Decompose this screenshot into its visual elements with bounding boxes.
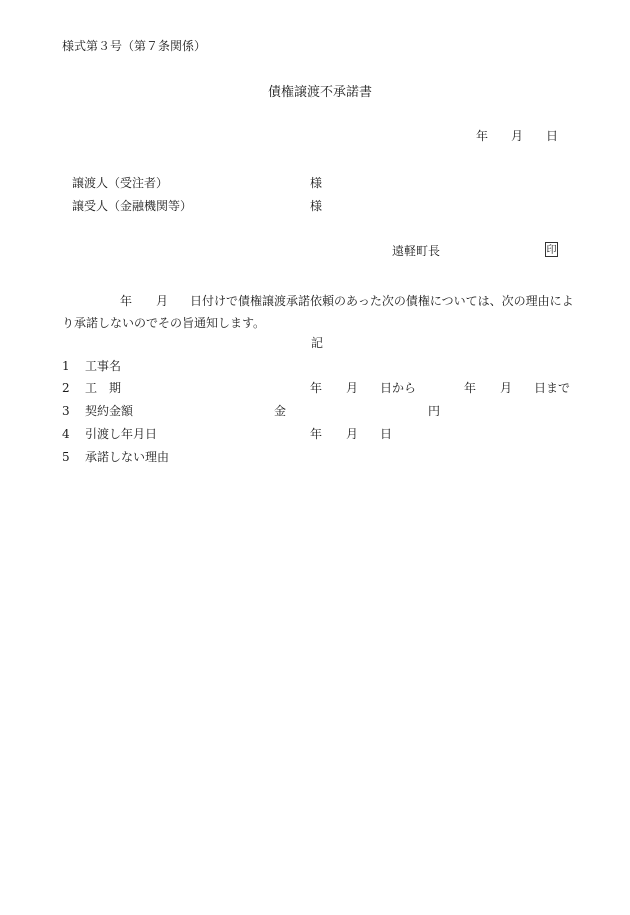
item-label: 契約金額 [85, 404, 134, 418]
notice-paragraph [62, 290, 574, 334]
item-number: 3 [62, 404, 70, 418]
delivery-year: 年 [310, 427, 323, 441]
document-title: 債権譲渡不承諾書 [268, 85, 373, 100]
period-to-day: 日まで [534, 381, 571, 395]
body-month: 月 [156, 294, 169, 308]
delivery-month: 月 [346, 427, 359, 441]
date-day: 日 [546, 129, 559, 143]
item-label: 工事名 [85, 359, 122, 373]
issuer-name: 遠軽町長 [392, 244, 441, 258]
assignor-honorific: 様 [310, 176, 323, 190]
period-from-year: 年 [310, 381, 323, 395]
period-from-day: 日から [380, 381, 417, 395]
seal-mark: 印 [545, 242, 558, 257]
form-label: 様式第３号（第７条関係） [62, 39, 207, 53]
ki-heading: 記 [311, 336, 324, 350]
assignee-label: 譲受人（金融機関等） [72, 199, 193, 213]
date-year: 年 [476, 129, 489, 143]
amount-currency: 金 [274, 404, 287, 418]
body-year: 年 [120, 294, 133, 308]
item-number: 4 [62, 427, 70, 441]
item-number: 1 [62, 359, 70, 373]
period-to-year: 年 [464, 381, 477, 395]
item-number: 5 [62, 450, 70, 464]
item-label: 引渡し年月日 [85, 427, 158, 441]
item-label: 工 期 [85, 381, 122, 395]
period-from-month: 月 [346, 381, 359, 395]
item-number: 2 [62, 381, 70, 395]
amount-unit: 円 [428, 404, 441, 418]
body-text: 日付けで債権譲渡承諾依頼のあった次の債権については、次の理由により承諾しないのでその旨通知します。 [62, 294, 574, 330]
assignor-label: 譲渡人（受注者） [72, 176, 169, 190]
period-to-month: 月 [500, 381, 513, 395]
assignee-honorific: 様 [310, 199, 323, 213]
date-month: 月 [511, 129, 524, 143]
delivery-day: 日 [380, 427, 393, 441]
item-label: 承諾しない理由 [85, 450, 170, 464]
